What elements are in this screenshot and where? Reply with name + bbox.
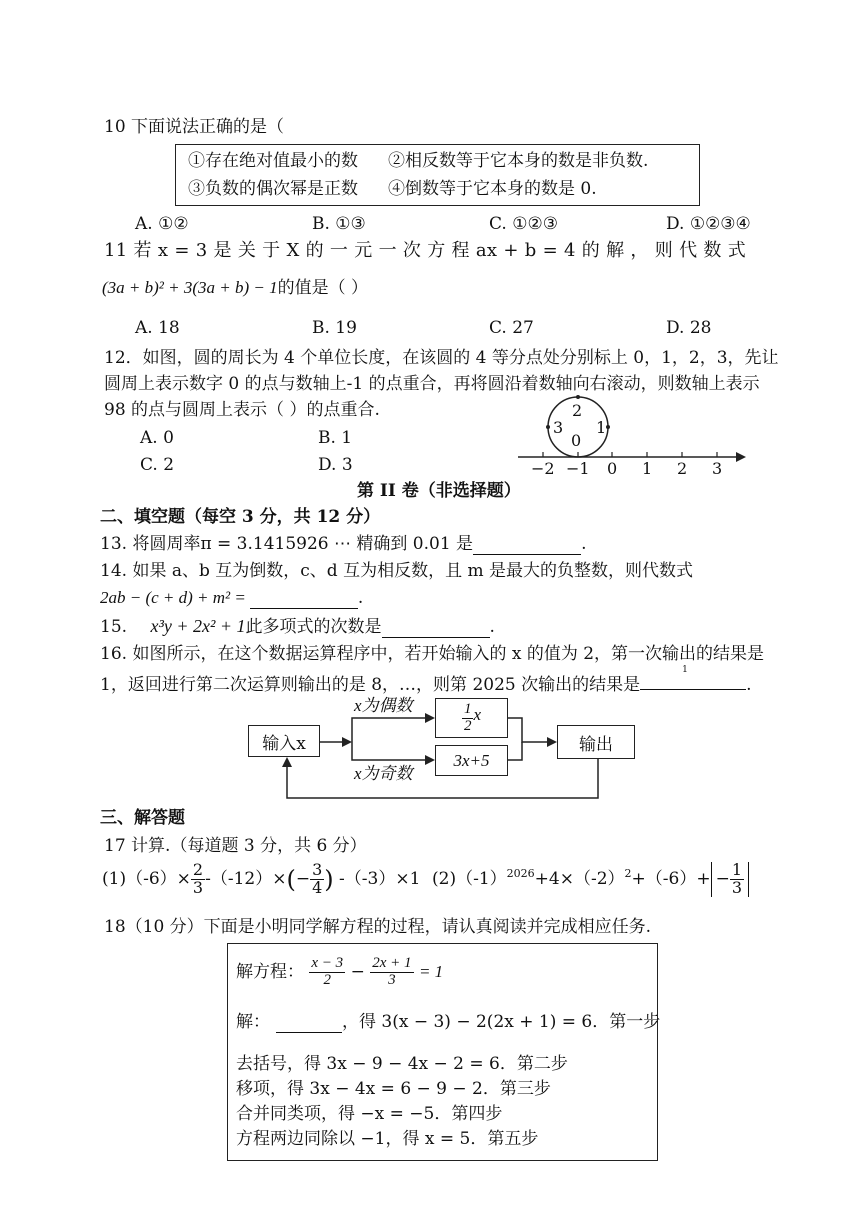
q18-equation-rhs: = 1	[418, 961, 444, 981]
q18-step-5: 方程两边同除以 −1，得 x = 5．第五步	[236, 1129, 539, 1149]
q17-stem: 17 计算.（每道题 3 分，共 6 分）	[104, 836, 367, 856]
q12-circle-point-2	[576, 395, 580, 399]
q12-option-b: B. 1	[318, 428, 353, 448]
part2-title: 第 II 卷（非选择题）	[357, 481, 521, 501]
q16-line-2	[100, 665, 752, 695]
q10-stem: 10 下面说法正确的是（	[104, 117, 285, 137]
q16-answer: 1	[682, 665, 688, 675]
q15-answer-blank	[382, 617, 490, 638]
q11-option-b: B. 19	[312, 318, 357, 338]
q18-solution-box	[227, 943, 661, 1161]
q18-equation: 解方程： $\frac{x - 3}{2}$ − $\frac{2x + 1}{3}$ = 1	[236, 955, 444, 988]
q12-circle-point-1	[606, 425, 610, 429]
q18-step-1-blank	[276, 1012, 342, 1033]
q12-axis-tick-neg2: −2	[531, 459, 555, 478]
q14-expression: 2ab − (c + d) + m² =	[100, 588, 246, 607]
q12-axis-tick-neg1: −1	[566, 459, 590, 478]
q16-line-1: 16. 如图所示，在这个数据运算程序中，若开始输入的 x 的值为 2，第一次输出的结果是	[100, 644, 765, 664]
q15-text: 此多项式的次数是	[245, 617, 382, 637]
flowchart-even-op-box: $\frac{1}{2}$ x	[435, 698, 508, 738]
flowchart-output-label: 输出	[579, 734, 613, 755]
q18-step-3: 移项，得 3x − 4x = 6 − 9 − 2．第三步	[236, 1079, 551, 1099]
q12-circle-label-2: 2	[572, 401, 583, 420]
q11-option-d: D. 28	[666, 318, 712, 338]
q10-option-d: D. ①②③④	[666, 214, 751, 234]
q12-option-a: A. 0	[140, 428, 174, 448]
q15-line	[100, 616, 495, 638]
q13-answer-blank	[473, 534, 581, 555]
q13-line	[100, 534, 586, 555]
q12-circle-label-3: 3	[553, 418, 564, 437]
q14-line-2	[100, 588, 363, 609]
q18-fraction-1: $\frac{x - 3}{2}$	[311, 955, 344, 988]
flowchart-odd-op-box	[435, 745, 508, 776]
q12-axis-tick-2: 2	[677, 459, 688, 478]
q10-statement-1: ①存在绝对值最小的数	[188, 151, 358, 171]
q11-expression: (3a + b)² + 3(3a + b) − 1	[102, 278, 278, 297]
q16-text: 1，返回进行第二次运算则输出的是 8，…，则第 2025 次输出的结果是	[100, 675, 641, 695]
q15-polynomial: x³y + 2x² + 1	[150, 616, 246, 636]
q11-stem: 11 若 x = 3 是 关 于 X 的 一 元 一 次 方 程 ax + b = 4 的 解 ， 则 代 数 式	[104, 240, 747, 261]
q12-axis-tick-1: 1	[642, 459, 653, 478]
flowchart-input-label: 输入x	[262, 733, 306, 754]
q13-text: 13. 将圆周率π = 3.1415926 ⋯ 精确到 0.01 是	[100, 534, 474, 554]
q10-statement-2: ②相反数等于它本身的数是非负数.	[388, 151, 649, 171]
section-2-title: 二、填空题（每空 3 分，共 12 分）	[100, 507, 381, 527]
q16-end: .	[746, 675, 752, 695]
q10-option-b: B. ①③	[312, 214, 366, 234]
q16-answer-blank	[640, 665, 746, 690]
q10-statement-3: ③负数的偶次幂是正数	[188, 179, 358, 199]
q12-line-3: 98 的点与圆周上表示（ ）的点重合.	[104, 400, 380, 420]
q12-option-c: C. 2	[140, 455, 175, 475]
q18-step-1: 解： ，得 3(x − 3) − 2(2x + 1) = 6．第一步	[236, 1012, 661, 1032]
q12-line-1: 12．如图，圆的周长为 4 个单位长度，在该圆的 4 等分点处分别标上 0，1，2，3，先让	[104, 348, 779, 368]
flowchart-even-label: x为偶数	[354, 696, 413, 715]
q13-end: .	[581, 534, 587, 554]
q18-step-4: 合并同类项，得 −x = −5．第四步	[236, 1104, 503, 1124]
q15-end: .	[489, 617, 495, 637]
q11-option-c: C. 27	[489, 318, 534, 338]
flowchart-odd-label: x为奇数	[354, 764, 413, 783]
q10-option-a: A. ①②	[135, 214, 189, 234]
flowchart-input-box	[248, 725, 320, 757]
q12-axis-tick-0: 0	[607, 459, 618, 478]
q18-solve-label: 解方程：	[236, 961, 304, 982]
q17-part-2: $(2)(-1)^{2026}+4\times(-2)^2+(-6)+$ − $\frac{1}{3}$	[432, 862, 749, 897]
flowchart-output-box	[557, 725, 635, 759]
q12-option-d: D. 3	[318, 455, 353, 475]
q10-statement-box	[175, 144, 700, 206]
q18-step-2: 去括号，得 3x − 9 − 4x − 2 = 6．第二步	[236, 1054, 568, 1074]
q12-line-2: 圆周上表示数字 0 的点与数轴上-1 的点重合，再将圆沿着数轴向右滚动，则数轴上表示	[104, 374, 760, 394]
q18-stem: 18（10 分）下面是小明同学解方程的过程，请认真阅读并完成相应任务.	[104, 917, 652, 937]
q12-circle-label-0: 0	[571, 431, 582, 450]
q17-part-1: (1)（-6）× $\frac{2}{3}$ -（-12）×(− $\frac{3}{4}$ ) -（-3）×1	[102, 860, 421, 897]
q18-fraction-2: $\frac{2x + 1}{3}$	[372, 955, 412, 988]
q14-answer-blank	[250, 588, 358, 609]
q10-statement-4: ④倒数等于它本身的数是 0.	[388, 179, 597, 199]
q15-number: 15.	[100, 617, 128, 637]
q12-axis-tick-3: 3	[712, 459, 723, 478]
q14-line-1: 14. 如果 a、b 互为倒数，c、d 互为相反数，且 m 是最大的负整数，则代数式	[100, 561, 693, 581]
q12-axis-tick-marks	[543, 452, 717, 457]
q14-end: .	[357, 588, 364, 608]
section-3-title: 三、解答题	[100, 808, 185, 828]
q12-circle-point-3	[546, 425, 550, 429]
q11-option-a: A. 18	[135, 318, 180, 338]
q12-circle-label-1: 1	[596, 418, 607, 437]
q12-axis-arrow	[736, 452, 746, 462]
flowchart-odd-op: 3x+5	[453, 750, 490, 770]
q10-option-c: C. ①②③	[489, 214, 558, 234]
flowchart-even-op: $\frac{1}{2}$	[463, 700, 472, 734]
q11-expression-line	[102, 278, 368, 298]
q11-stem-tail: 的值是（ ）	[277, 278, 369, 298]
